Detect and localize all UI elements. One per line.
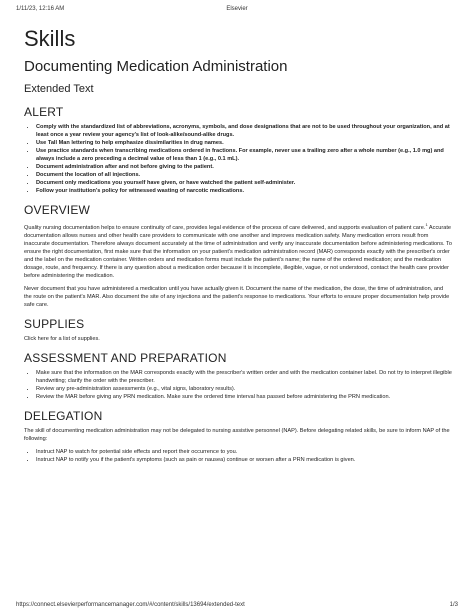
overview-paragraph-2: Never document that you have administered a medication until you have actually given it. Document the name of the medication, the dose, the time of administration, and the route on the patient's MAR. Also document the site of any injections and the patient's response to medications. Your efforts to ensure proper documentation help provide safe care. — [24, 285, 450, 308]
supplies-link[interactable]: Click here for a list of supplies. — [24, 335, 100, 342]
supplies-heading: SUPPLIES — [24, 316, 85, 331]
list-item: • Review the MAR before giving any PRN medication. Make sure the ordered time interval has passed before administering the PRN medication. — [36, 393, 452, 401]
reference-superscript[interactable]: 1 — [425, 222, 428, 227]
list-item: • Review any pre-administration assessments (e.g., vital signs, laboratory results). — [36, 385, 452, 393]
alert-list — [24, 123, 452, 195]
print-datetime: 1/11/23, 12:16 AM — [16, 6, 65, 12]
page-number: 1/3 — [449, 602, 458, 608]
assessment-list — [24, 369, 452, 401]
delegation-list — [24, 448, 452, 464]
page-url: https://connect.elsevierperformancemanager.com/#/content/skills/13694/extended-text — [16, 602, 245, 608]
alert-heading: ALERT — [24, 105, 64, 119]
extended-text-heading: Extended Text — [24, 83, 94, 95]
overview-text-b: Accurate documentation allows nurses and other health care providers to communicate with one another and improves medication safety. Many medication errors result from inaccurate documentation. Therefore always document accurately at the time of administration and verify any inaccurate documentation before administering medications. To ensure the right documentation, first make sure that the information on your patient's medication administration record (MAR) corresponds exactly with the prescriber's order and the label on the medication container. Written orders and medication forms must include the patient's name; the name of the ordered medication; and the medication dosage, route, and frequency. If there is any question about a medication order because it is incomplete, illegible, vague, or not understood, contact the health care provider before administering the medication. — [24, 224, 452, 279]
list-item: • Document the location of all injections. — [36, 171, 452, 179]
delegation-paragraph: The skill of documenting medication administration may not be delegated to nursing assistive personnel (NAP). Before delegating related skills, be sure to inform NAP of the following: — [24, 427, 450, 442]
list-item: • Follow your institution's policy for witnessed wasting of narcotic medications. — [36, 187, 452, 195]
assessment-heading: ASSESSMENT AND PREPARATION — [24, 350, 227, 365]
skill-title: Documenting Medication Administration — [24, 58, 288, 75]
list-item: • Comply with the standardized list of abbreviations, acronyms, symbols, and dose designations that are not to be used throughout your organization, and at least once a year review your agency's list of look-alike/sound-alike drugs. — [36, 123, 452, 139]
page-title: Skills — [24, 26, 76, 51]
list-item: • Document administration after and not before giving to the patient. — [36, 163, 452, 171]
print-site-name: Elsevier — [226, 6, 248, 12]
list-item: • Document only medications you yourself have given, or have watched the patient self-administer. — [36, 179, 452, 187]
delegation-heading: DELEGATION — [24, 408, 103, 423]
overview-text-a: Quality nursing documentation helps to ensure continuity of care, provides legal evidence of the process of care delivered, and supports evaluation of patient care. — [24, 224, 426, 231]
list-item: • Instruct NAP to watch for potential side effects and report their occurrence to you. — [36, 448, 452, 456]
document-body — [24, 26, 452, 464]
overview-paragraph-1 — [24, 221, 452, 280]
overview-heading: OVERVIEW — [24, 203, 91, 217]
list-item: • Instruct NAP to notify you if the patient's symptoms (such as pain or nausea) continue or worsen after a PRN medication is given. — [36, 456, 452, 464]
list-item: • Use Tall Man lettering to help emphasize dissimilarities in drug names. — [36, 139, 452, 147]
list-item: • Make sure that the information on the MAR corresponds exactly with the prescriber's written order and with the medication container label. Do not try to interpret illegible handwriting; clarify the order with the prescriber. — [36, 369, 452, 385]
list-item: • Use practice standards when transcribing medications ordered in fractions. For example, never use a trailing zero after a whole number (e.g., 1.0 mg) and always include a zero preceding a decimal value of less than 1 (e.g., 0.1 mL). — [36, 147, 452, 163]
